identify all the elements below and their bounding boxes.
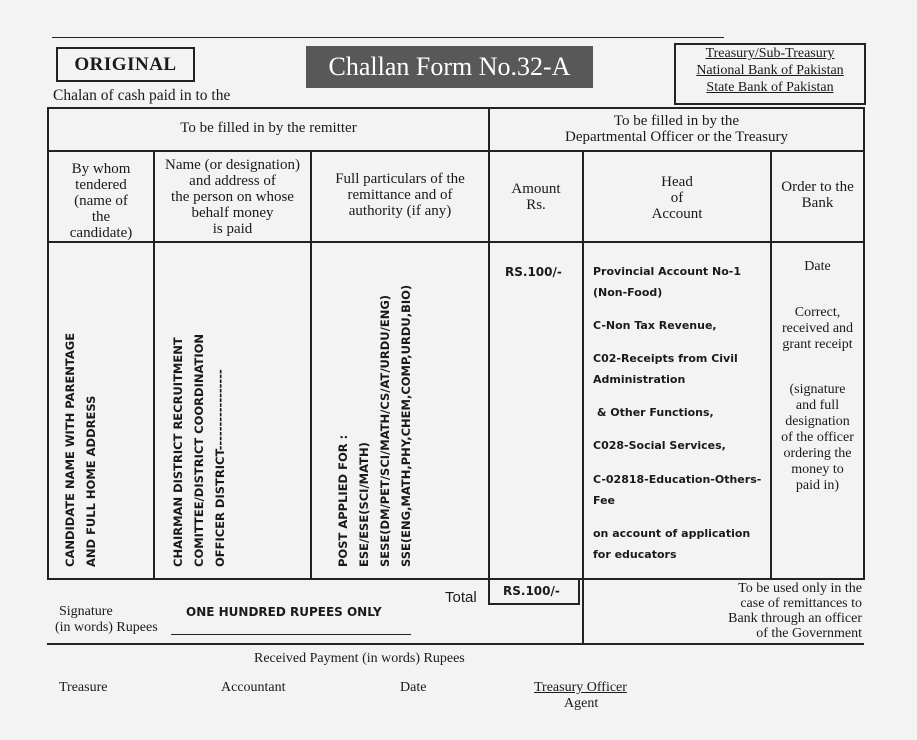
body-line: AND FULL HOME ADDRESS bbox=[84, 395, 98, 567]
col-header-particulars bbox=[312, 171, 488, 219]
body-line: COMITTEE/DISTRICT COORDINATION bbox=[192, 333, 206, 567]
chalan-text: Chalan of cash paid in to the bbox=[53, 87, 231, 104]
date-label: Date bbox=[400, 680, 427, 695]
treasure-label: Treasure bbox=[59, 680, 108, 695]
account-line: on account of application for educators bbox=[593, 527, 751, 561]
header-line: the person on whose bbox=[171, 189, 294, 205]
col-header-by-whom bbox=[49, 161, 153, 241]
note-line: case of remittances to bbox=[740, 596, 862, 611]
col-header-head-account bbox=[584, 174, 770, 222]
order-line: ordering the bbox=[783, 446, 852, 461]
total-amount: RS.100/- bbox=[503, 584, 560, 598]
col-divider bbox=[770, 150, 772, 580]
account-line: Provincial Account No-1 (Non-Food) bbox=[593, 265, 741, 299]
treasury-option: Treasury/Sub-Treasury bbox=[705, 46, 835, 61]
table-top-border bbox=[47, 107, 864, 109]
order-line: received and bbox=[781, 321, 854, 336]
account-line: & Other Functions, bbox=[593, 406, 714, 419]
chairman-text bbox=[168, 334, 231, 567]
header-line: Bank bbox=[801, 195, 834, 211]
header-divider bbox=[47, 241, 864, 243]
bank-note bbox=[700, 581, 862, 641]
col-divider bbox=[488, 107, 490, 580]
officer-section-header bbox=[490, 113, 863, 145]
header-line: (name of bbox=[74, 193, 128, 209]
in-words-label: (in words) Rupees bbox=[55, 620, 158, 635]
note-line: To be used only in the bbox=[738, 581, 862, 596]
header-line: Head bbox=[661, 174, 693, 190]
in-words-underline bbox=[171, 634, 411, 635]
treasury-option: National Bank of Pakistan bbox=[696, 63, 844, 78]
body-line: CHAIRMAN DISTRICT RECRUITMENT bbox=[171, 337, 185, 567]
account-line: C02-Receipts from Civil Administration bbox=[593, 352, 738, 386]
header-line: Rs. bbox=[526, 197, 546, 213]
candidate-text bbox=[60, 333, 102, 567]
table-right-border bbox=[863, 107, 865, 580]
amount-value: RS.100/- bbox=[505, 265, 562, 279]
form-title: Challan Form No.32-A bbox=[306, 46, 593, 88]
body-line: SSE(ENG,MATH,PHY,CHEM,COMP,URDU,BIO) bbox=[399, 284, 413, 567]
header-line: behalf money bbox=[191, 205, 274, 221]
header-line: remittance and of bbox=[347, 187, 453, 203]
header-line: the bbox=[91, 209, 111, 225]
order-line: of the officer bbox=[781, 430, 854, 445]
account-line: C-Non Tax Revenue, bbox=[593, 319, 717, 332]
header-line: is paid bbox=[212, 221, 253, 237]
order-line: money to bbox=[791, 462, 844, 477]
order-correct bbox=[772, 305, 863, 353]
body-line: SESE(DM/PET/SCI/MATH/CS/AT/URDU/ENG) bbox=[378, 294, 392, 567]
order-date: Date bbox=[804, 259, 831, 274]
order-line: (signature bbox=[789, 382, 846, 397]
body-bottom-border bbox=[47, 578, 864, 580]
total-amount-box bbox=[488, 578, 580, 605]
account-line: C-02818-Education-Others-Fee bbox=[593, 473, 762, 507]
in-words-value: ONE HUNDRED RUPEES ONLY bbox=[186, 605, 382, 619]
header-line: of bbox=[670, 190, 684, 206]
officer-header-line: Departmental Officer or the Treasury bbox=[565, 129, 788, 145]
header-line: Name (or designation) bbox=[165, 157, 300, 173]
treasury-option: State Bank of Pakistan bbox=[706, 80, 834, 95]
agent-label: Agent bbox=[564, 696, 599, 711]
treasury-options bbox=[674, 43, 866, 105]
body-line: OFFICER DISTRICT----------------- bbox=[213, 369, 227, 567]
accountant-label: Accountant bbox=[221, 680, 286, 695]
officer-header-line: To be filled in by the bbox=[613, 113, 740, 129]
order-line: designation bbox=[785, 414, 850, 429]
received-payment: Received Payment (in words) Rupees bbox=[254, 651, 465, 666]
col-divider bbox=[582, 150, 584, 645]
post-applied-text bbox=[333, 285, 417, 567]
note-line: of the Government bbox=[756, 626, 862, 641]
treasury-officer-label: Treasury Officer bbox=[534, 680, 627, 695]
body-line: POST APPLIED FOR : bbox=[336, 434, 350, 567]
section-divider bbox=[47, 150, 864, 152]
account-line: C028-Social Services, bbox=[593, 439, 726, 452]
signature-label: Signature bbox=[59, 604, 113, 619]
header-line: authority (if any) bbox=[348, 203, 452, 219]
header-line: Full particulars of the bbox=[335, 171, 465, 187]
body-line: CANDIDATE NAME WITH PARENTAGE bbox=[63, 332, 77, 567]
header-line: Order to the bbox=[781, 179, 854, 195]
note-line: Bank through an officer bbox=[728, 611, 862, 626]
footer-rule bbox=[47, 643, 864, 645]
order-line: Correct, bbox=[794, 305, 841, 320]
body-line: ESE/ESE(SCI/MATH) bbox=[357, 442, 371, 567]
header-line: and address of bbox=[189, 173, 276, 189]
top-rule bbox=[52, 37, 724, 38]
col-header-name-address bbox=[155, 157, 310, 237]
remitter-section-header: To be filled in by the remitter bbox=[180, 120, 357, 136]
header-line: candidate) bbox=[69, 225, 133, 241]
header-line: By whom bbox=[71, 161, 131, 177]
total-label: Total bbox=[445, 589, 477, 606]
col-header-order bbox=[772, 179, 863, 211]
col-header-amount bbox=[490, 181, 582, 213]
original-label: ORIGINAL bbox=[56, 47, 195, 82]
order-line: and full bbox=[795, 398, 840, 413]
header-line: Amount bbox=[511, 181, 561, 197]
order-signature bbox=[772, 382, 863, 494]
order-line: paid in) bbox=[795, 478, 840, 493]
order-line: grant receipt bbox=[782, 337, 853, 352]
header-line: tendered bbox=[75, 177, 127, 193]
header-line: Account bbox=[651, 206, 703, 222]
